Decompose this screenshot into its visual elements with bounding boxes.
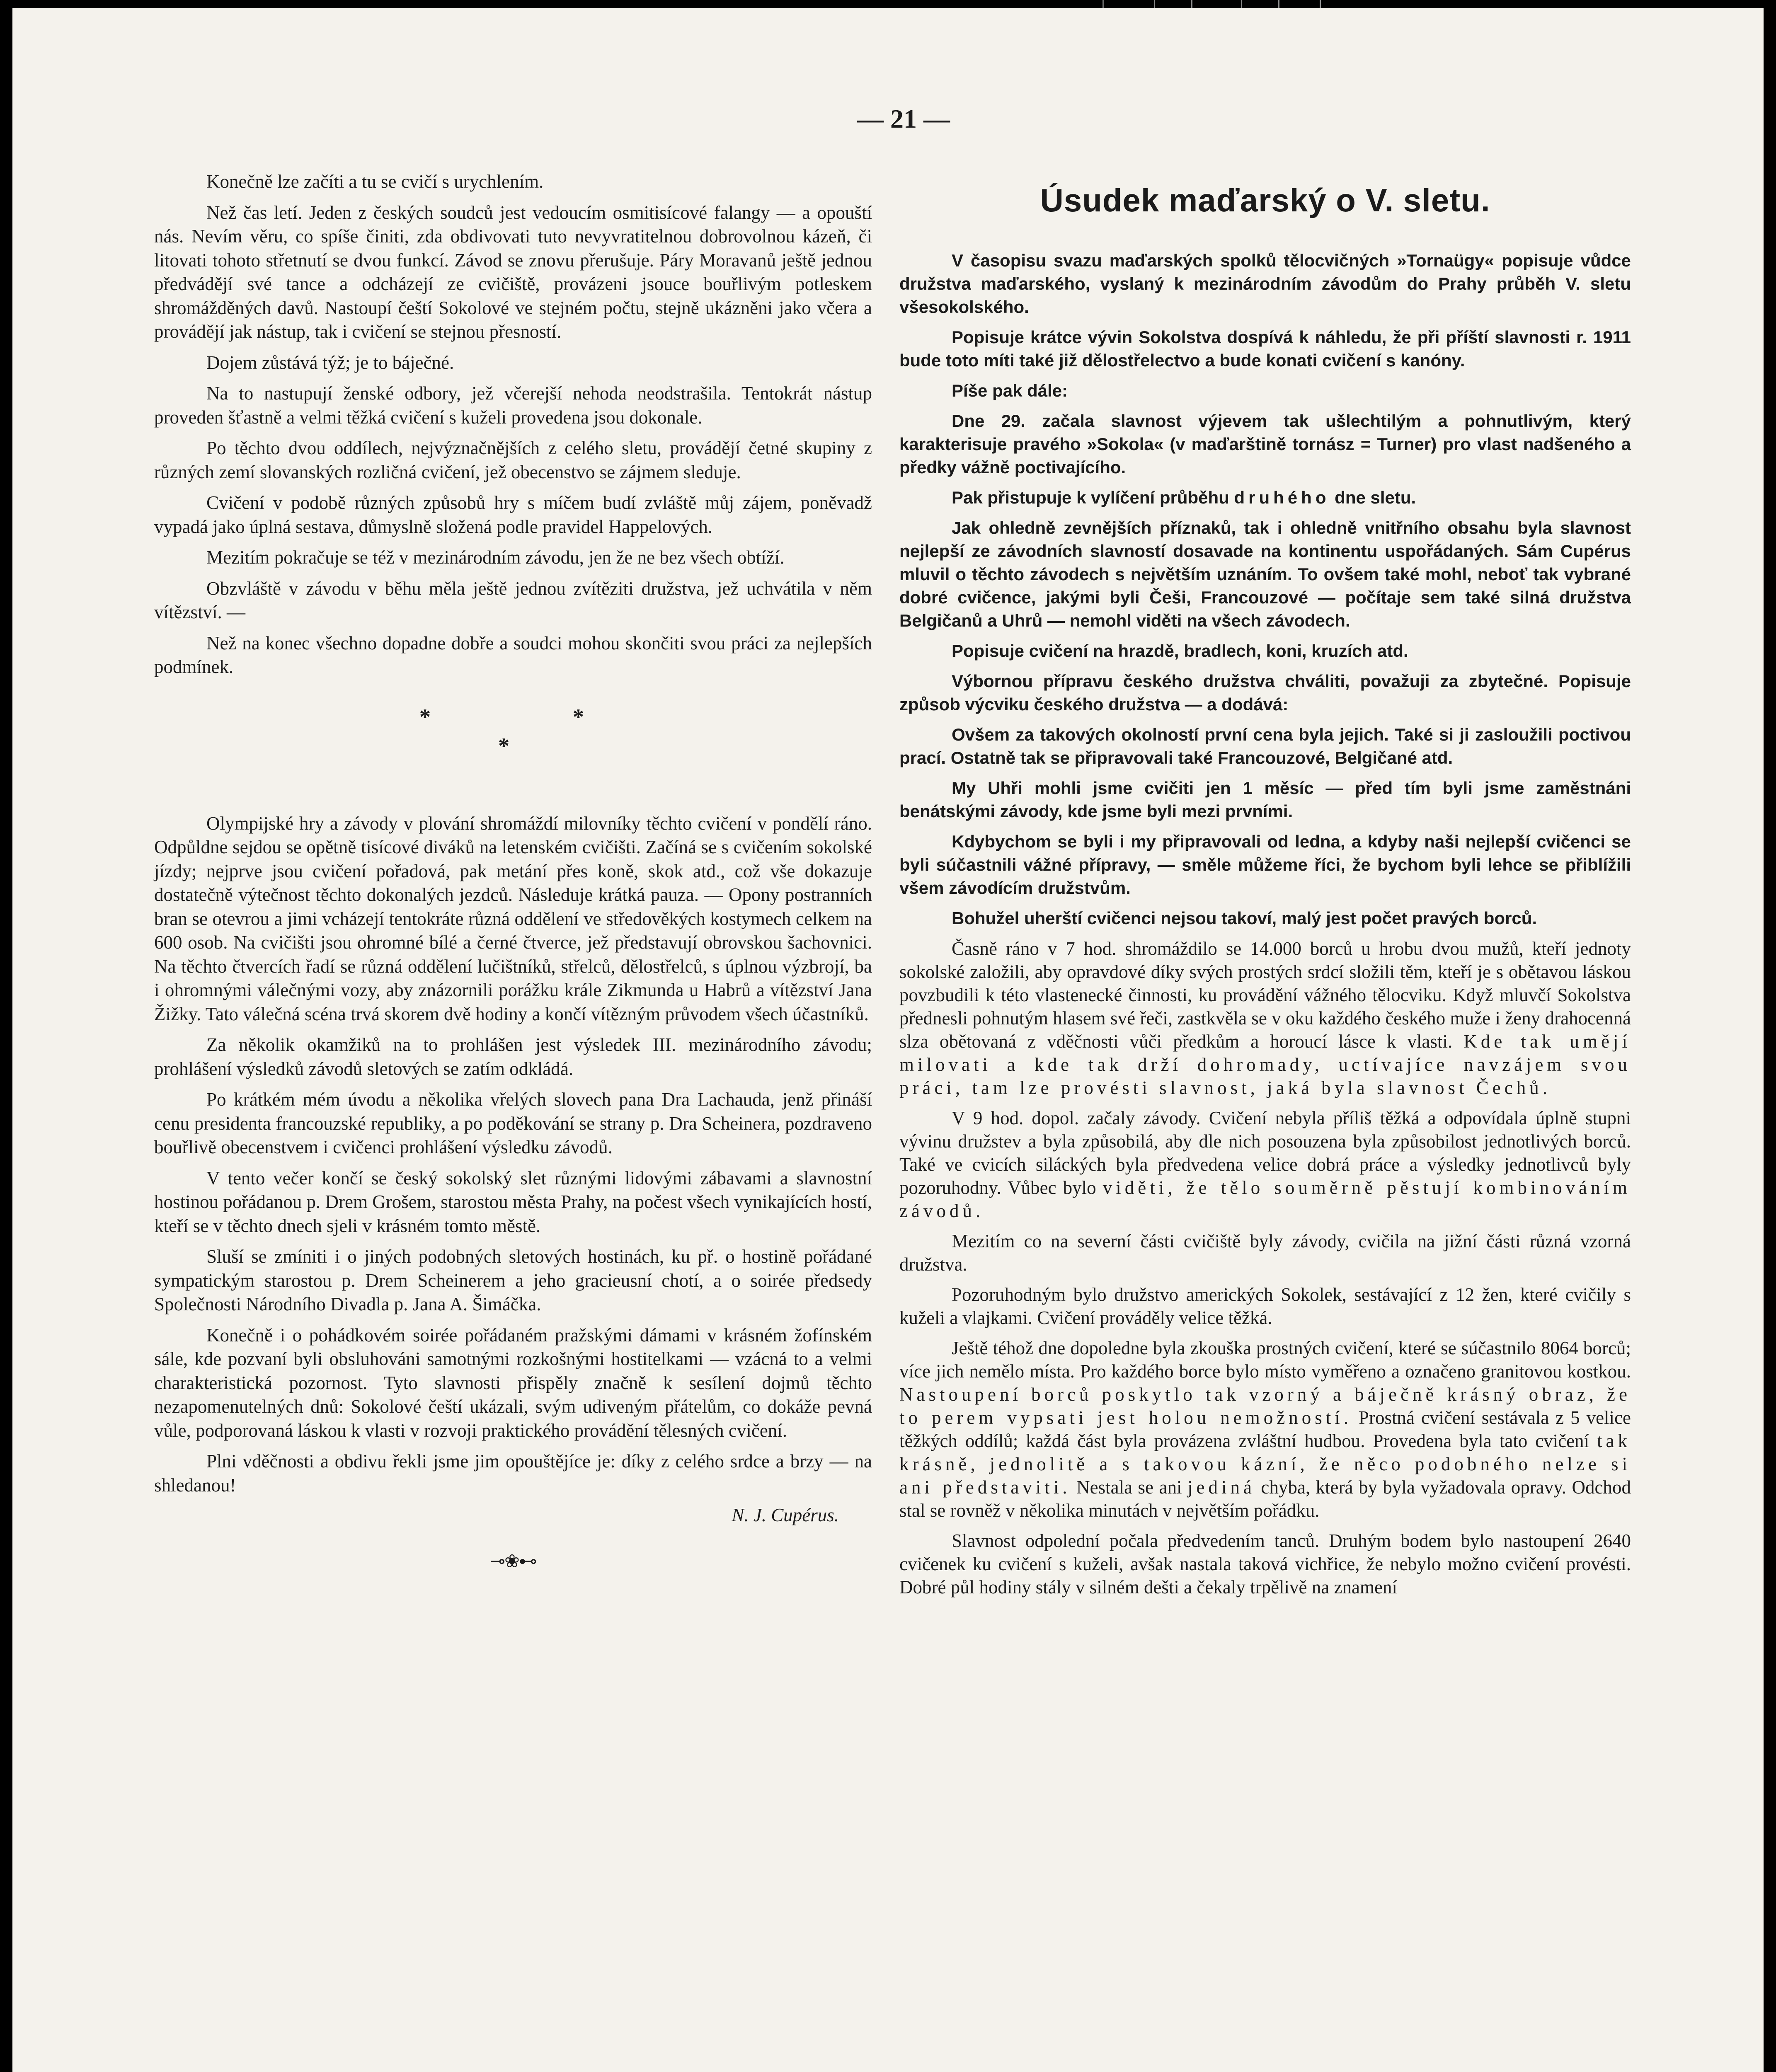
- paragraph: Popisuje cvičení na hrazdě, bradlech, koni, kruzích atd.: [952, 641, 1408, 661]
- paragraph: Slavnost odpolední počala předvedením tanců. Druhým bodem bylo nastoupení 2640 cvičenek ku cvičení s kuželi, avšak nastala taková vichřice, že nebylo možno cvičení provésti. Dobré půl hodiny stály v silném dešti a čekaly trpělivě na znamení: [899, 1530, 1631, 1598]
- paragraph: Po krátkém mém úvodu a několika vřelých slovech pana Dra Lachauda, jenž přináší cenu presidenta francouzské republiky, a po poděkování se strany p. Dra Scheinera, pozdraveno bouřlivě obecenstvem i cvičenci prohlášení výsledku závodů.: [154, 1089, 872, 1157]
- paragraph: Za několik okamžiků na to prohlášen jest výsledek III. mezinárodního závodu; prohlášení výsledků závodů sletových se zatím odkládá.: [154, 1034, 872, 1079]
- paragraph: Jak ohledně zevnějších příznaků, tak i ohledně vnitřního obsahu byla slavnost nejlepší ze závodních slavností dosavade na kontinentu uspořádaných. Sám Cupérus mluvil o těchto závodech s největším uznáním. To ovšem také mohl, neboť tak vybrané dobré cvičence, jakými byli Češi, Francouzové — počítaje sem také silná družstva Belgičanů a Uhrů — nemohl viděti na všech závodech.: [899, 518, 1631, 630]
- left-column: [154, 170, 872, 1572]
- paragraph: Pak přistupuje k vylíčení průběhu druhého dne sletu.: [952, 488, 1416, 507]
- paragraph: Obzvláště v závodu v běhu měla ještě jednou zvítěziti družstva, jež uchvátila v něm vítězství. —: [154, 578, 872, 622]
- paragraph: Olympijské hry a závody v plování shromáždí milovníky těchto cvičení v pondělí ráno. Odpůldne sejdou se opětně tisícové diváků na letenském cvičišti. Začíná se s cvičením sokolské jízdy; nejprve jsou cvičení pořadová, pak metání přes koně, skok atd., což vše dokazuje dostatečně výtečnost těchto dokonalých jezdců. Následuje krátká pauza. — Opony postranních bran se otevrou a jimi vcházejí tentokráte různá oddělení ve středověkých kostymech celkem na 600 osob. Na cvičišti jsou ohromné bílé a černé čtverce, jež představují obrovskou šachovnici. Na těchto čtvercích řadí se různá oddělení lučištníků, střelců, dělostřelců, s úplnou výzbrojí, ba i ohromnými válečnými vozy, aby znázornili porážku krále Zikmunda u Habrů a vítězství Jana Žižky. Tato válečná scéna trvá skorem dvě hodiny a končí vítězným průvodem všech účastníků.: [154, 813, 872, 1024]
- paragraph: Bohužel uherští cvičenci nejsou takoví, malý jest počet pravých borců.: [952, 908, 1537, 928]
- paragraph: Než čas letí. Jeden z českých soudců jest vedoucím osmitisícové falangy — a opouští nás. Nevím věru, co spíše činiti, zda obdivovati tuto nevyvratitelnou dobrovolnou kázeň, či litovati tohoto střetnutí se dvou funkcí. Závod se znovu přerušuje. Páry Moravanů ještě jednou předvádějí své tance a odcházejí ze cvičiště, provázeni jsouce bouřlivým potleskem shromážděných davů. Nastoupí čeští Sokolové ve stejném počtu, stejně ukázněni jako včera a provádějí jak nástup, tak i cvičení se stejnou přesností.: [154, 202, 872, 342]
- paragraph: Plni vděčnosti a obdivu řekli jsme jim opouštějíce je: díky z celého srdce a brzy — na shledanou!: [154, 1451, 872, 1496]
- spaced-text: Nastoupení borců poskytlo tak vzorný a báječně krásný obraz, že to perem vypsati jest holou nemožností.: [899, 1384, 1631, 1428]
- ornament: ⊸❀⊷: [490, 1551, 536, 1571]
- paragraph: Kdybychom se byli i my připravovali od ledna, a kdyby naši nejlepší cvičenci se byli súčastnili vážné přípravy, — směle můžeme říci, že bychom byli lehce se přiblížili všem závodícím družstvům.: [899, 832, 1631, 898]
- paragraph: Cvičení v podobě různých způsobů hry s míčem budí zvláště můj zájem, poněvadž vypadá jako úplná sestava, důmyslně složená podle pravidel Happelových.: [154, 492, 872, 537]
- paragraph: Mezitím co na severní části cvičiště byly závody, cvičila na jižní části různá vzorná družstva.: [899, 1231, 1631, 1275]
- paragraph: Popisuje krátce vývin Sokolstva dospívá k náhledu, že při příští slavnosti r. 1911 bude toto míti také již dělostřelectvo a bude konati cvičení s kanóny.: [899, 327, 1631, 370]
- paragraph: Výbornou přípravu českého družstva chváliti, považuji za zbytečné. Popisuje způsob výcviku českého družstva — a dodává:: [899, 671, 1631, 714]
- paragraph: V 9 hod. dopol. začaly závody. Cvičení nebyla příliš těžká a odpovídala úplně stupni vývinu družstev a byla způsobilá, aby dle nich posouzena byla způsobilost jednotlivých borců. Také ve cvicích siláckých byla předvedena velice dobrá práce a výsledky jednotlivců byly pozoruhodny. Vůbec bylo viděti, že tělo souměrně pěstují kombinováním závodů.: [899, 1108, 1631, 1221]
- paragraph: Dojem zůstává týž; je to báječné.: [206, 352, 454, 373]
- paragraph: Po těchto dvou oddílech, nejvýznačnějších z celého sletu, provádějí četné skupiny z různých zemí slovanských rozličná cvičení, jež obecenstvo se zájmem sleduje.: [154, 438, 872, 482]
- star: *: [498, 733, 509, 758]
- paragraph: Na to nastupují ženské odbory, jež včerejší nehoda neodstrašila. Tentokrát nástup proveden šťastně a velmi těžká cvičení s kuželi provedena jsou dokonale.: [154, 383, 872, 428]
- spaced-text: jediná: [1187, 1477, 1255, 1498]
- paragraph: V tento večer končí se český sokolský slet různými lidovými zábavami a slavnostní hostinou pořádanou p. Drem Grošem, starostou města Prahy, na počest všech vynikajících hostí, kteří se v těchto dnech sjeli v krásném tomto městě.: [154, 1167, 872, 1236]
- section-divider-stars: [154, 696, 872, 766]
- right-column: [899, 170, 1631, 1606]
- spaced-text: druhého: [1234, 488, 1330, 507]
- article-heading: Úsudek maďarský o V. sletu.: [1040, 182, 1490, 218]
- page-number: — 21 —: [857, 104, 950, 133]
- author-signature: N. J. Cupérus.: [732, 1505, 839, 1525]
- page: [12, 8, 1764, 2072]
- paragraph: Ještě téhož dne dopoledne byla zkouška prostných cvičení, které se súčastnilo 8064 borců; více jich nemělo místa. Pro každého borce bylo místo vyměřeno a označeno granitovou kostkou. Nastoupení borců poskytlo tak vzorný a báječně krásný obraz, že to perem vypsati jest holou nemožností. Prostná cvičení sestávala z 5 velice těžkých oddílů; každá část byla provázena zvláštní hudbou. Provedena byla tato cvičení tak krásně, jednolitě a s takovou kázní, že něco podobného nelze si ani představiti. Nestala se ani jediná chyba, která by byla vyžadovala opravy. Odchod stal se rovněž v několika minutách v největším pořádku.: [899, 1338, 1631, 1521]
- spaced-text: tak krásně, jednolitě a s takovou kázní, že něco podobného nelze si ani představiti.: [899, 1431, 1631, 1498]
- paragraph: My Uhři mohli jsme cvičiti jen 1 měsíc — před tím byli jsme zaměstnáni benátskými závody, kde jsme byli mezi prvními.: [899, 778, 1631, 821]
- paragraph: Pozoruhodným bylo družstvo amerických Sokolek, sestávající z 12 žen, které cvičily s kuželi a vlajkami. Cvičení prováděly velice těžká.: [899, 1284, 1631, 1328]
- paragraph: Mezitím pokračuje se též v mezinárodním závodu, jen že ne bez všech obtíží.: [206, 547, 785, 568]
- paragraph: Ovšem za takových okolností první cena byla jejich. Také si ji zasloužili poctivou prací. Ostatně tak se připravovali také Francouzové, Belgičané atd.: [899, 725, 1631, 767]
- paragraph: Konečně lze začíti a tu se cvičí s urychlením.: [206, 171, 544, 192]
- paragraph: Konečně i o pohádkovém soirée pořádaném pražskými dámami v krásném žofínském sále, kde pozvaní byli obsluhováni samotnými rozkošnými hostitelkami — vzácná to a velmi charakteristická pozornost. Tyto slavnosti přispěly značně k sesílení dojmů těchto nezapomenutelných dnů: Sokolové čeští ukázali, svým udiveným přátelům, co dokáže pevná vůle, podporovaná láskou k vlasti v rozvoji praktického provádění tělesných cvičení.: [154, 1324, 872, 1441]
- paragraph: Časně ráno v 7 hod. shromáždilo se 14.000 borců u hrobu dvou mužů, kteří jednoty sokolské založili, aby opravdové díky svých prostých srdcí složili těm, kteří je s obětavou láskou povzbudili k této vlastenecké činnosti, ku provádění vážného tělocviku. Když mluvčí Sokolstva přednesli pohnutým hlasem své řeči, zastkvěla se v oku každého českého muže i ženy drahocenná slza obětovaná z vděčnosti vůči předkům a horoucí lásce k vlasti. Kde tak umějí milovati a kde tak drží dohromady, uctívajíce navzájem svou práci, tam lze provésti slavnost, jaká byla slavnost Čechů.: [899, 938, 1631, 1098]
- paragraph: Píše pak dále:: [952, 381, 1068, 400]
- paragraph: V časopisu svazu maďarských spolků tělocvičných »Tornaügy« popisuje vůdce družstva maďarského, vyslaný k mezinárodním závodům do Prahy průběh V. sletu všesokolského.: [899, 251, 1631, 317]
- spaced-text: viděti, že tělo souměrně pěstují kombinováním závodů.: [899, 1177, 1631, 1221]
- paragraph: Dne 29. začala slavnost výjevem tak ušlechtilým a pohnutlivým, který karakterisuje pravého »Sokola« (v maďarštině tornász = Turner) pro vlast nadšeného a předky vážně poctivajícího.: [899, 411, 1631, 477]
- star: *: [573, 704, 584, 729]
- paragraph: Než na konec všechno dopadne dobře a soudci mohou skončiti svou práci za nejlepších podmínek.: [154, 632, 872, 677]
- star: *: [419, 704, 431, 729]
- paragraph: Sluší se zmíniti i o jiných podobných sletových hostinách, ku př. o hostině pořádané sympatickým starostou p. Drem Scheinerem a jeho gracieusní chotí, a o soirée předsedy Společnosti Národního Divadla p. Jana A. Šimáčka.: [154, 1246, 872, 1314]
- spaced-text: Kde tak umějí milovati a kde tak drží dohromady, uctívajíce navzájem svou práci, tam lze provésti slavnost, jaká byla slavnost Čechů.: [899, 1031, 1631, 1098]
